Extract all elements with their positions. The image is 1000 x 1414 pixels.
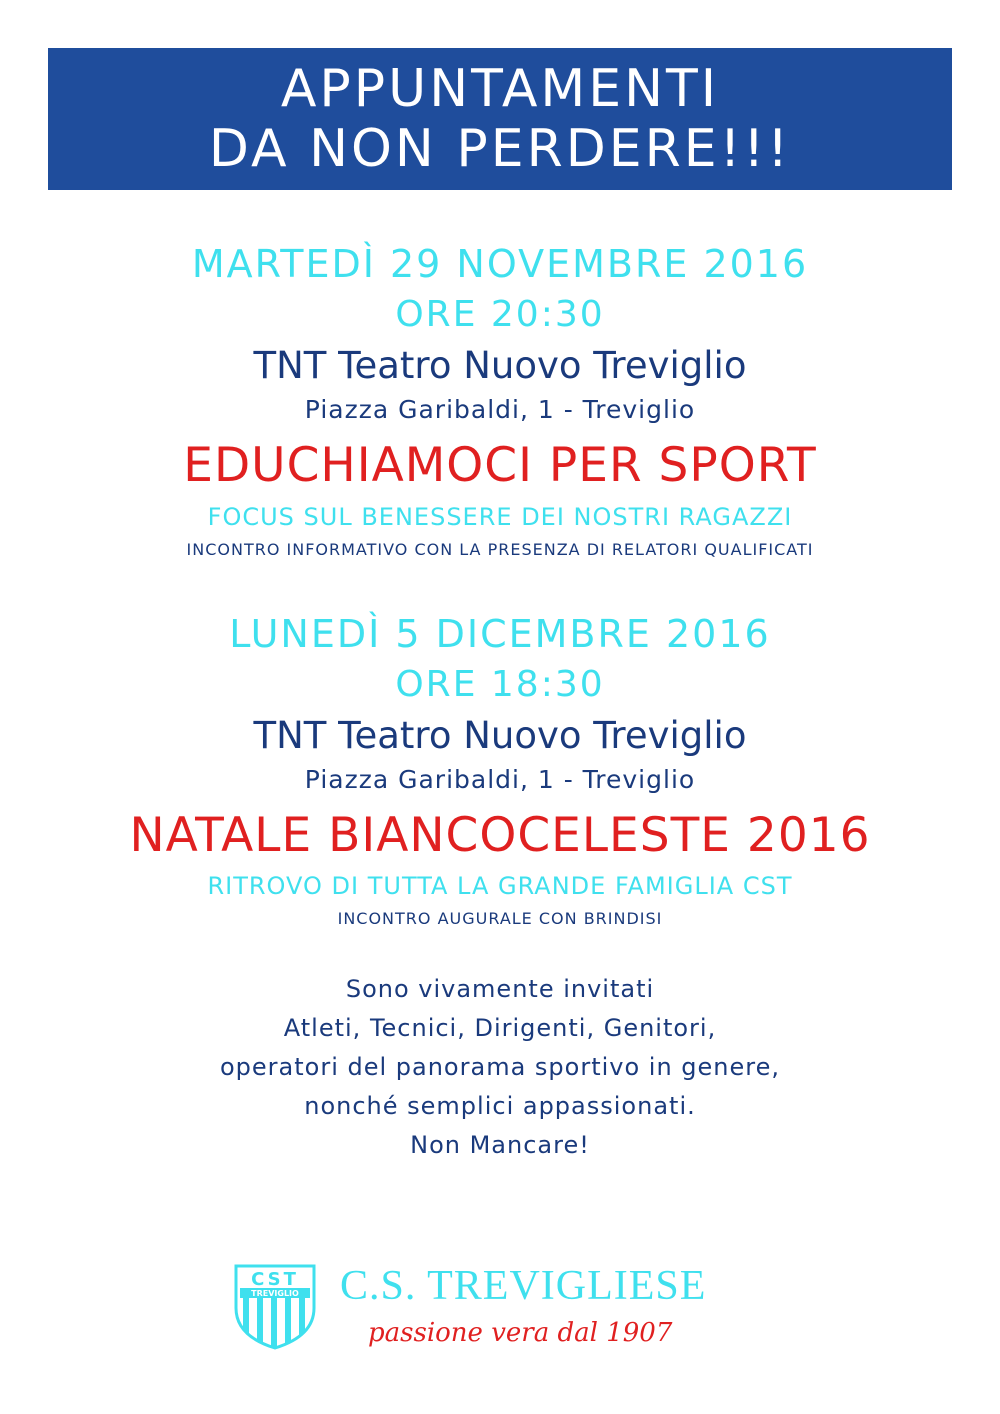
logo-text-bottom: TREVIGLIO bbox=[251, 1289, 299, 1298]
invitation-line: nonché semplici appassionati. bbox=[304, 1092, 696, 1120]
club-logo bbox=[230, 1260, 320, 1352]
event2-date: LUNEDÌ 5 DICEMBRE 2016 bbox=[229, 612, 771, 656]
header-title-line2: DA NON PERDERE!!! bbox=[208, 119, 792, 179]
event2-title: NATALE BIANCOCELESTE 2016 bbox=[129, 808, 871, 863]
invitation-line: Atleti, Tecnici, Dirigenti, Genitori, bbox=[283, 1014, 717, 1042]
event2-venue: TNT Teatro Nuovo Treviglio bbox=[253, 714, 747, 757]
invitation-line: Non Mancare! bbox=[410, 1131, 590, 1159]
invitation-text bbox=[0, 970, 1000, 1165]
brand-tagline: passione vera dal 1907 bbox=[368, 1318, 673, 1348]
header-title-line1: APPUNTAMENTI bbox=[280, 59, 720, 119]
invitation-line: operatori del panorama sportivo in genere, bbox=[219, 1053, 781, 1081]
event1-title: EDUCHIAMOCI PER SPORT bbox=[183, 438, 817, 493]
event2-address: Piazza Garibaldi, 1 - Treviglio bbox=[304, 765, 696, 794]
brand-name: C.S. TREVIGLIESE bbox=[340, 1263, 707, 1309]
event2-subtitle: RITROVO DI TUTTA LA GRANDE FAMIGLIA CST bbox=[207, 872, 793, 900]
event1-address: Piazza Garibaldi, 1 - Treviglio bbox=[304, 395, 696, 424]
event2-note: INCONTRO AUGURALE CON BRINDISI bbox=[337, 909, 663, 928]
event2-time: ORE 18:30 bbox=[395, 664, 605, 705]
invitation-line: Sono vivamente invitati bbox=[345, 975, 655, 1003]
event1-venue: TNT Teatro Nuovo Treviglio bbox=[253, 344, 747, 387]
event1-note: INCONTRO INFORMATIVO CON LA PRESENZA DI RELATORI QUALIFICATI bbox=[186, 540, 814, 559]
event1-date: MARTEDÌ 29 NOVEMBRE 2016 bbox=[191, 242, 809, 286]
event1-time: ORE 20:30 bbox=[395, 294, 605, 335]
event1-subtitle: FOCUS SUL BENESSERE DEI NOSTRI RAGAZZI bbox=[207, 503, 793, 531]
header-banner bbox=[48, 48, 952, 190]
logo-text-top: CST bbox=[251, 1269, 299, 1290]
